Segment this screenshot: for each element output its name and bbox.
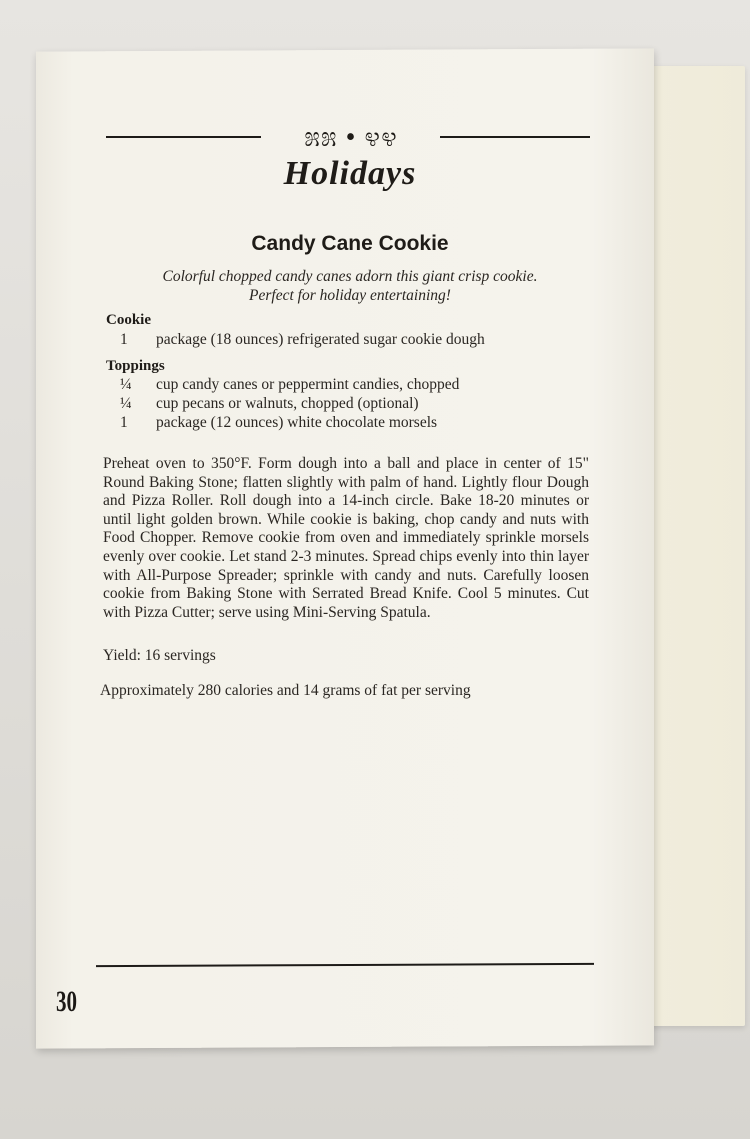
ingredient-text: package (12 ounces) white chocolate morsels bbox=[156, 414, 438, 431]
ingredient-item bbox=[120, 331, 485, 349]
ingredient-item bbox=[120, 395, 419, 413]
ingredient-text: cup pecans or walnuts, chopped (optional) bbox=[156, 395, 419, 412]
ingredient-qty: 1 bbox=[120, 331, 128, 348]
ingredient-qty: ¼ bbox=[120, 395, 132, 412]
ingredient-text: cup candy canes or peppermint candies, chopped bbox=[156, 376, 460, 393]
cookie-heading: Cookie bbox=[106, 312, 151, 328]
ingredient-qty: ¼ bbox=[120, 376, 132, 393]
recipe-title: Candy Cane Cookie bbox=[251, 232, 449, 255]
ingredient-text: package (18 ounces) refrigerated sugar cookie dough bbox=[156, 331, 485, 348]
recipe-subtitle bbox=[110, 267, 590, 305]
subtitle-line: Colorful chopped candy canes adorn this giant crisp cookie. bbox=[162, 268, 538, 285]
toppings-heading: Toppings bbox=[106, 358, 165, 374]
ingredient-item bbox=[120, 414, 437, 432]
header-rule-right bbox=[440, 136, 590, 138]
header-rule-left bbox=[106, 136, 261, 138]
ingredient-item bbox=[120, 376, 459, 394]
ingredient-qty: 1 bbox=[120, 414, 128, 431]
section-title: Holidays bbox=[283, 155, 417, 192]
directions-paragraph: Preheat oven to 350°F. Form dough into a ball and place in center of 15" Round Baking Stone; flatten slightly with palm of hand. Lightly flour Dough and Pizza Roller. Roll dough into a 14-inch circle. Bake 18-20 minutes or until light golden brown. While cookie is baking, chop candy and nuts with Food Chopper. Remove cookie from oven and immediately sprinkle morsels evenly over cookie. Let stand 2-3 minutes. Spread chips evenly into thin layer with All-Purpose Spreader; sprinkle with candy and nuts. Carefully loosen cookie from Baking Stone with Serrated Bread Knife. Cool 5 minutes. Cut with Pizza Cutter; serve using Mini-Serving Spatula. bbox=[103, 455, 589, 621]
nutrition-text: Approximately 280 calories and 14 grams of fat per serving bbox=[100, 682, 471, 699]
page-number: 30 bbox=[56, 985, 77, 1018]
subtitle-line: Perfect for holiday entertaining! bbox=[249, 287, 451, 304]
yield-text: Yield: 16 servings bbox=[103, 647, 216, 664]
header-ornament: ೫೫ • ೪೪ bbox=[304, 122, 398, 153]
